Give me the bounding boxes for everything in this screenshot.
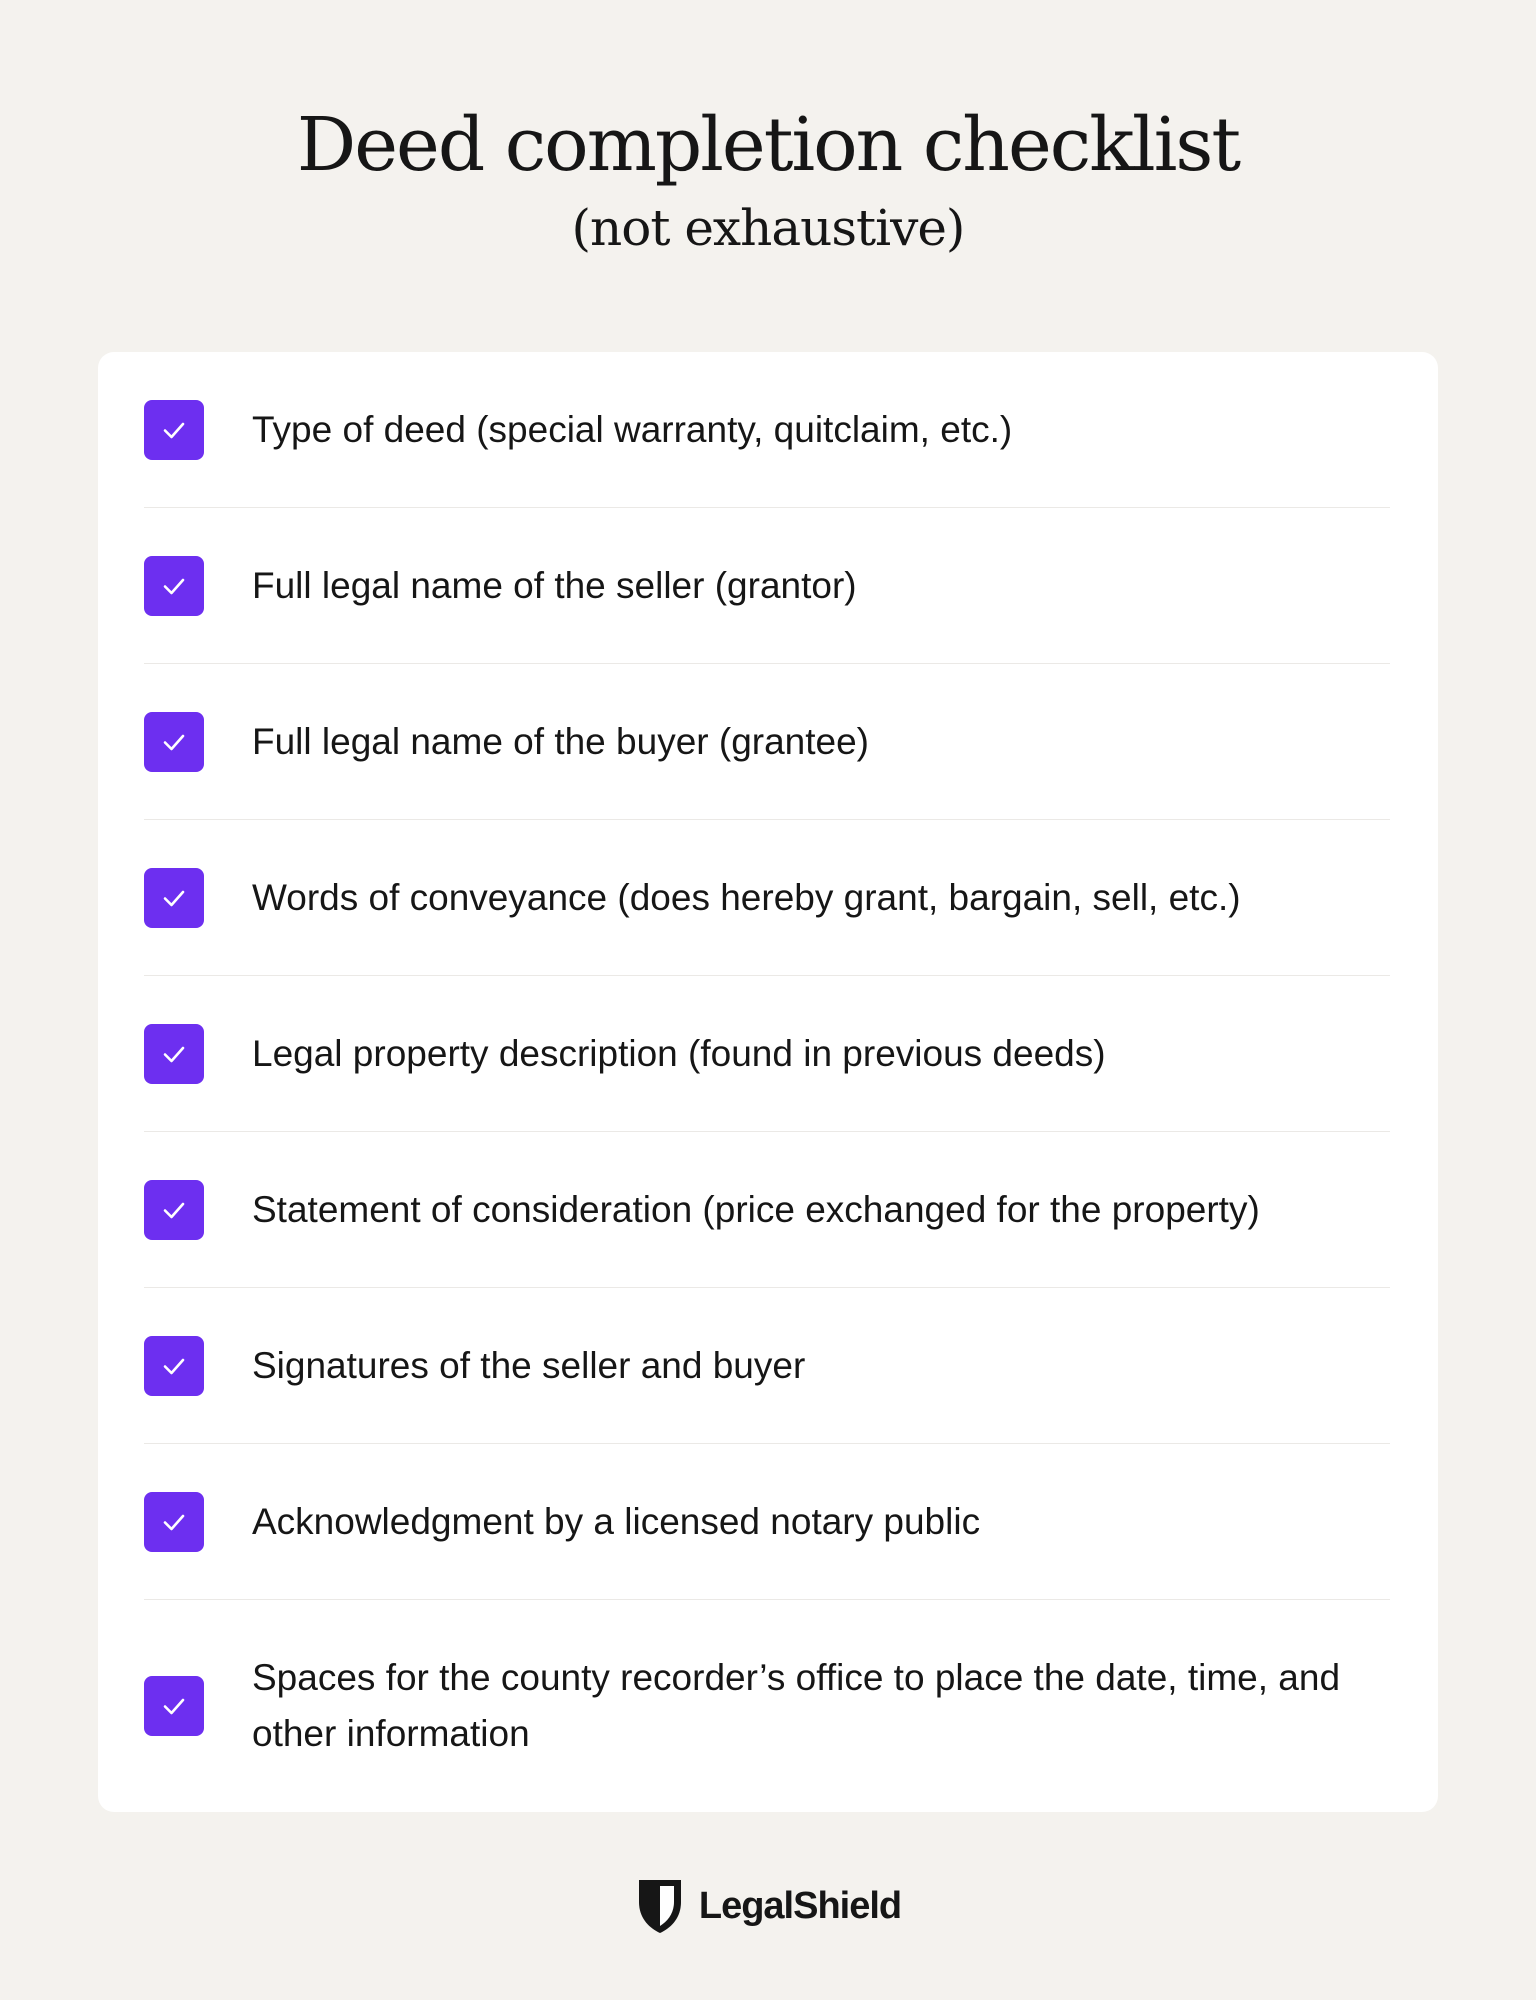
checkbox[interactable] bbox=[144, 1336, 204, 1396]
checkmark-icon bbox=[160, 1196, 188, 1224]
checklist-item bbox=[144, 508, 1390, 664]
checkmark-icon bbox=[160, 572, 188, 600]
header bbox=[0, 100, 1536, 260]
checkmark-icon bbox=[160, 728, 188, 756]
checkbox[interactable] bbox=[144, 712, 204, 772]
checklist-item-label: Statement of consideration (price exchanged for the property) bbox=[252, 1188, 1260, 1230]
checkbox[interactable] bbox=[144, 1024, 204, 1084]
page-subtitle: (not exhaustive) bbox=[571, 199, 965, 257]
footer bbox=[0, 1876, 1536, 1936]
checklist-item-label: Signatures of the seller and buyer bbox=[252, 1344, 806, 1386]
checklist-item-label: Full legal name of the buyer (grantee) bbox=[252, 720, 870, 762]
checkmark-icon bbox=[160, 1508, 188, 1536]
checklist-item bbox=[144, 1600, 1390, 1812]
checkbox[interactable] bbox=[144, 1492, 204, 1552]
checklist-item bbox=[144, 820, 1390, 976]
checkmark-icon bbox=[160, 416, 188, 444]
checklist-item-label: Type of deed (special warranty, quitclaim, etc.) bbox=[252, 408, 1013, 450]
checkbox[interactable] bbox=[144, 1676, 204, 1736]
brand-name: LegalShield bbox=[698, 1884, 902, 1927]
checkbox[interactable] bbox=[144, 868, 204, 928]
checklist-item-label: Words of conveyance (does hereby grant, bargain, sell, etc.) bbox=[252, 876, 1241, 918]
checklist-item-label: Legal property description (found in previous deeds) bbox=[252, 1032, 1106, 1074]
page-title: Deed completion checklist bbox=[296, 102, 1240, 188]
checklist bbox=[144, 352, 1390, 1812]
checkmark-icon bbox=[160, 1040, 188, 1068]
checklist-item-label: Spaces for the county recorder’s office to place the date, time, and other information bbox=[252, 1657, 1341, 1754]
checkbox[interactable] bbox=[144, 400, 204, 460]
checklist-item bbox=[144, 664, 1390, 820]
checklist-item bbox=[144, 1444, 1390, 1600]
checkmark-icon bbox=[160, 884, 188, 912]
checkbox[interactable] bbox=[144, 556, 204, 616]
checklist-item-label: Full legal name of the seller (grantor) bbox=[252, 564, 857, 606]
checklist-item bbox=[144, 1288, 1390, 1444]
shield-icon bbox=[635, 1876, 685, 1936]
checkmark-icon bbox=[160, 1352, 188, 1380]
checkmark-icon bbox=[160, 1692, 188, 1720]
checklist-item bbox=[144, 976, 1390, 1132]
brand-logo bbox=[635, 1876, 901, 1936]
checklist-item bbox=[144, 352, 1390, 508]
checklist-card bbox=[98, 352, 1438, 1812]
checklist-item-label: Acknowledgment by a licensed notary public bbox=[252, 1500, 981, 1542]
checkbox[interactable] bbox=[144, 1180, 204, 1240]
checklist-item bbox=[144, 1132, 1390, 1288]
